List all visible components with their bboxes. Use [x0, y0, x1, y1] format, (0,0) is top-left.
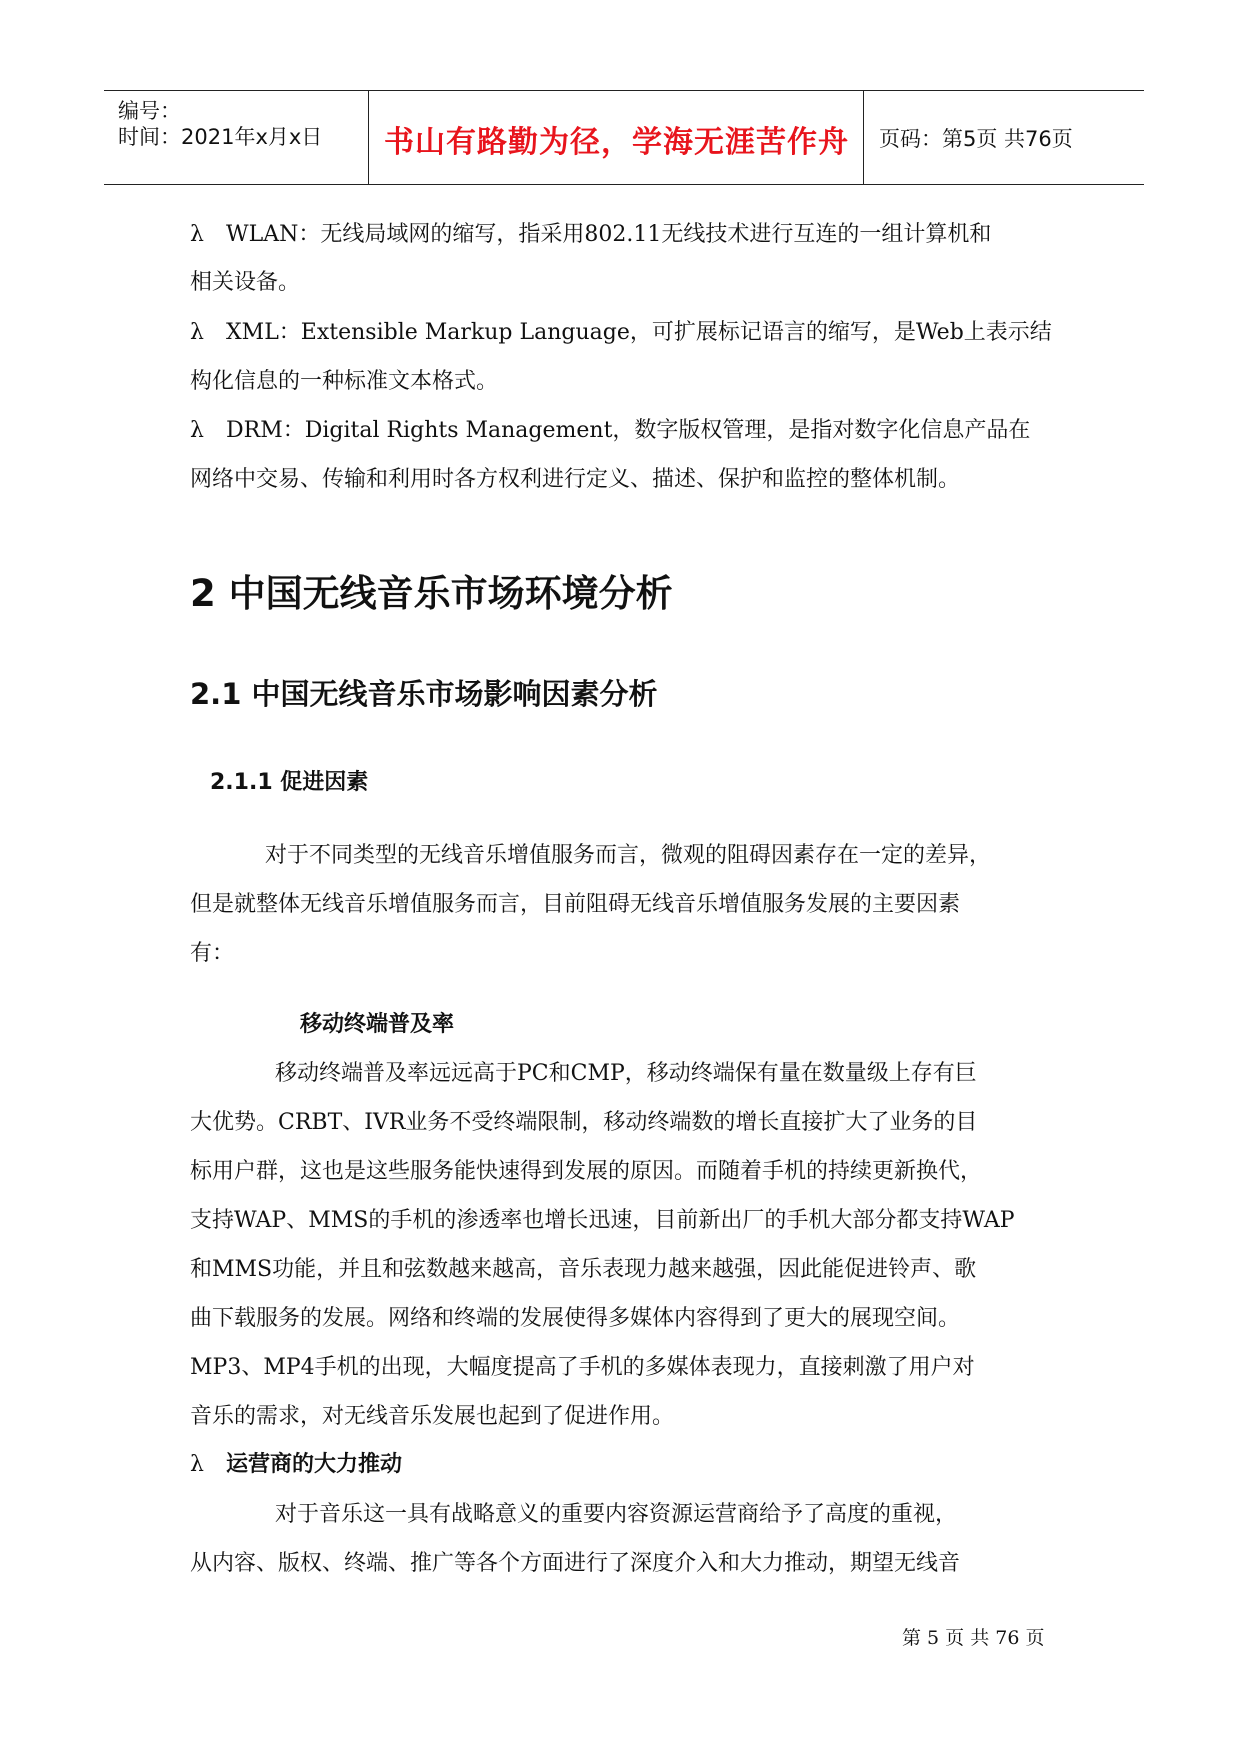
header-page-cell	[865, 91, 1144, 184]
mobile-line-5: 和MMS功能，并且和弦数越来越高，音乐表现力越来越强，因此能促进铃声、歌	[190, 1257, 977, 1282]
definition-xml-line1: λ XML：Extensible Markup Language，可扩展标记语言的缩写，是Web上表示结	[190, 320, 1052, 345]
operator-line-1: 对于音乐这一具有战略意义的重要内容资源运营商给予了高度的重视，	[275, 1502, 958, 1527]
intro-line-1: 对于不同类型的无线音乐增值服务而言，微观的阻碍因素存在一定的差异，	[265, 843, 992, 868]
heading-section-2-1: 2.1 中国无线音乐市场影响因素分析	[190, 677, 658, 711]
intro-line-2: 但是就整体无线音乐增值服务而言，目前阻碍无线音乐增值服务发展的主要因素	[190, 892, 961, 917]
subheading-mobile-penetration: 移动终端普及率	[300, 1012, 455, 1037]
subheading-operator-push: λ 运营商的大力推动	[190, 1452, 403, 1477]
header-page-info: 页码：第5页 共76页	[879, 127, 1073, 151]
page-footer: 第 5 页 共 76 页	[902, 1627, 1045, 1649]
document-header	[104, 90, 1144, 185]
mobile-line-3: 标用户群，这也是这些服务能快速得到发展的原因。而随着手机的持续更新换代，	[190, 1159, 983, 1184]
document-time-label: 时间：2021年x月x日	[118, 125, 323, 149]
mobile-line-4: 支持WAP、MMS的手机的渗透率也增长迅速，目前新出厂的手机大部分都支持WAP	[190, 1208, 1015, 1233]
intro-line-3: 有：	[190, 941, 235, 966]
definition-wlan-line1: λ WLAN：无线局域网的缩写，指采用802.11无线技术进行互连的一组计算机和	[190, 222, 992, 247]
heading-chapter-2: 2 中国无线音乐市场环境分析	[190, 572, 673, 615]
header-motto: 书山有路勤为径，学海无涯苦作舟	[384, 125, 849, 160]
mobile-line-1: 移动终端普及率远远高于PC和CMP，移动终端保有量在数量级上存有巨	[275, 1061, 977, 1086]
mobile-line-2: 大优势。CRBT、IVR业务不受终端限制，移动终端数的增长直接扩大了业务的目	[190, 1110, 978, 1135]
mobile-line-7: MP3、MP4手机的出现，大幅度提高了手机的多媒体表现力，直接刺激了用户对	[190, 1355, 975, 1380]
definition-drm-line2: 网络中交易、传输和利用时各方权利进行定义、描述、保护和监控的整体机制。	[190, 467, 961, 492]
operator-line-2: 从内容、版权、终端、推广等各个方面进行了深度介入和大力推动，期望无线音	[190, 1551, 961, 1576]
header-meta-cell	[104, 91, 369, 184]
header-motto-cell	[370, 91, 864, 184]
definition-drm-line1: λ DRM：Digital Rights Management，数字版权管理，是指对数字化信息产品在	[190, 418, 1031, 443]
definition-xml-line2: 构化信息的一种标准文本格式。	[190, 369, 499, 394]
definition-wlan-line2: 相关设备。	[190, 270, 301, 295]
document-number-label: 编号：	[118, 99, 181, 123]
heading-section-2-1-1: 2.1.1 促进因素	[210, 770, 369, 795]
mobile-line-6: 曲下载服务的发展。网络和终端的发展使得多媒体内容得到了更大的展现空间。	[190, 1306, 961, 1331]
mobile-line-8: 音乐的需求，对无线音乐发展也起到了促进作用。	[190, 1404, 675, 1429]
